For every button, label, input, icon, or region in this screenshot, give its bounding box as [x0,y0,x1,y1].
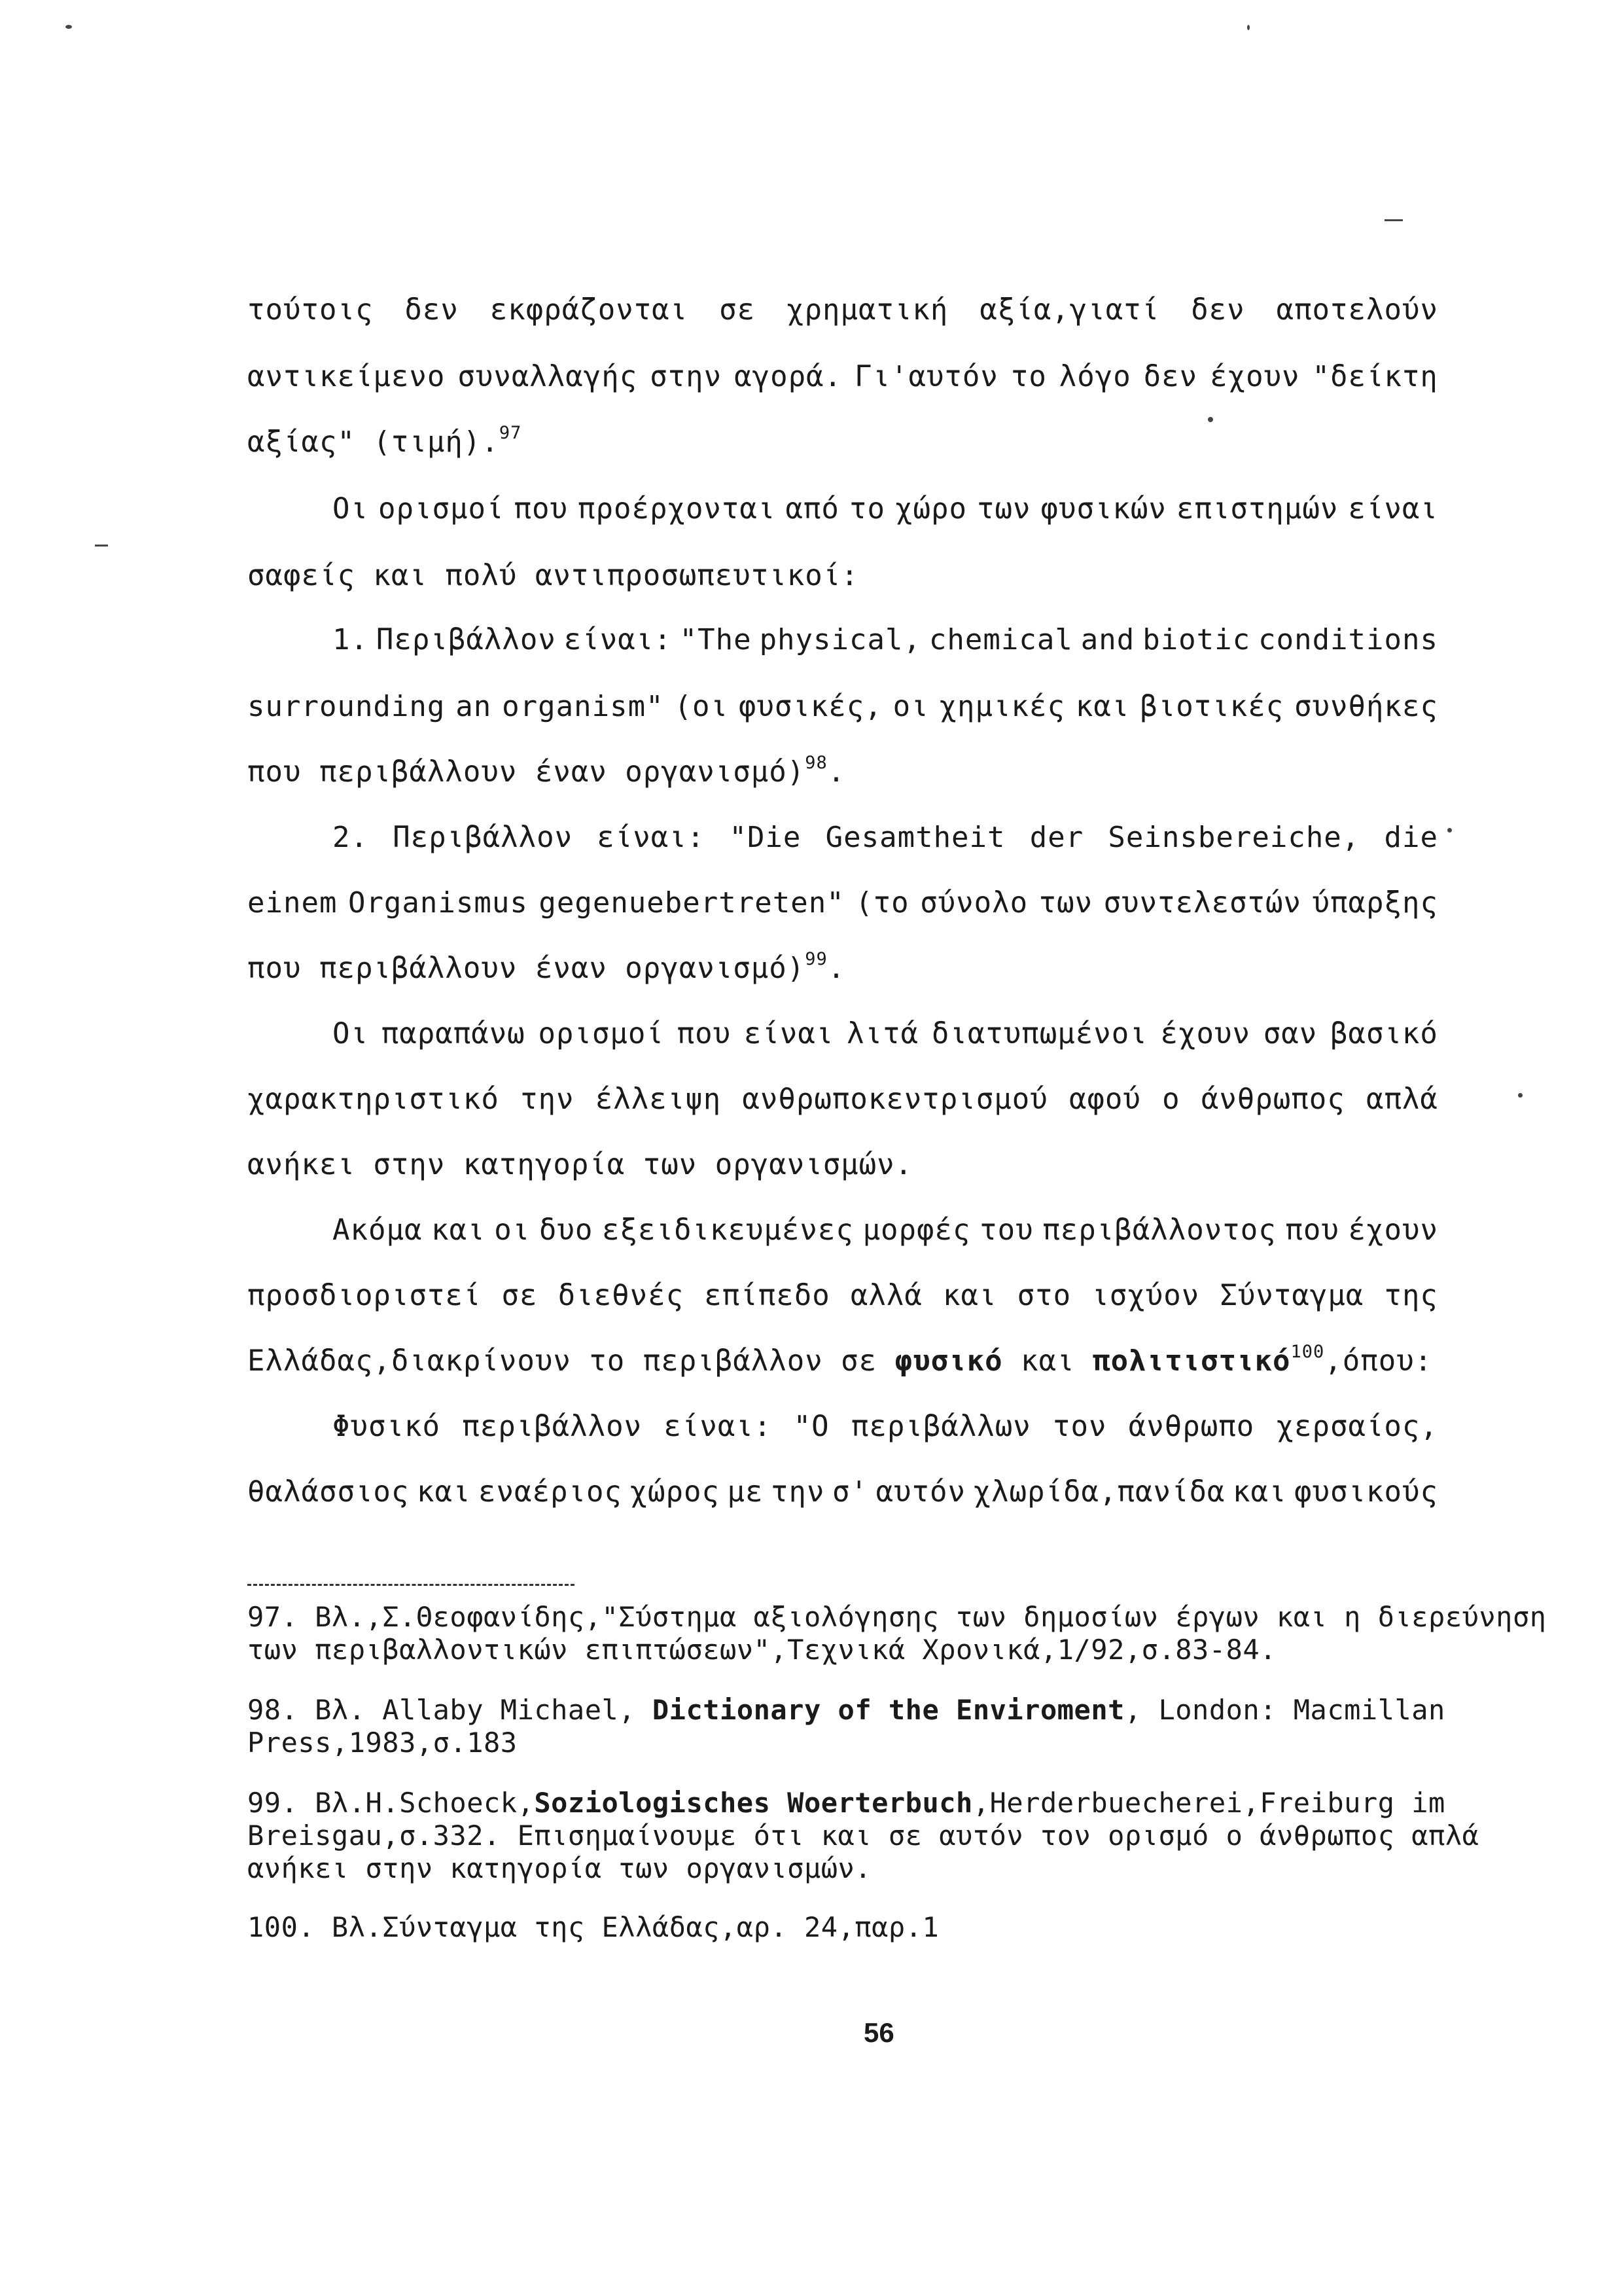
word: einem [247,886,338,920]
word: δεν [404,293,459,327]
word: "Ο [793,1410,830,1443]
word: Περιβάλλον [393,821,573,854]
word: περιβάλλοντος [1042,1213,1277,1247]
word: που [677,1017,732,1050]
word: Organismus [347,886,528,920]
body-line [332,1212,1438,1249]
word: έχουν [1160,1017,1250,1050]
footnote-ref-97: 97 [499,423,522,443]
word: στο [1017,1279,1072,1312]
word: der [1029,821,1084,854]
word: αποτελούν [1276,293,1438,327]
body-line: Ελλάδας,διακρίνουν το περιβάλλον σε φυσικό και πολιτιστικό$^{100}$,όπου: [247,1342,1433,1378]
word: Φυσικό [332,1410,440,1443]
word: και [1232,1475,1287,1509]
body-line [332,622,1438,658]
scan-speck [1247,25,1250,30]
word: ο [1162,1083,1180,1116]
word: αντικείμενο [247,360,446,393]
body-line [247,1474,1438,1511]
footnote-ref-98: 98 [805,753,828,773]
body-line [247,1278,1438,1314]
word: χαρακτηριστικό [247,1083,499,1116]
word: σαν [1263,1017,1318,1050]
body-line: αξίας" (τιμή).$^{97}$ [247,423,522,459]
word: οι [494,1213,531,1247]
word: περιβάλλων [851,1410,1031,1443]
word: οι [892,690,929,723]
word: έχουν [1348,1213,1438,1247]
word: χώρος [629,1475,720,1509]
word: δυο [538,1213,593,1247]
word: λιτά [847,1017,919,1050]
word: συντελεστών [1103,886,1302,920]
page-number: 56 [864,2017,894,2048]
word: είναι: [563,623,672,656]
word: αφού [1068,1083,1141,1116]
word: Seinsbereiche, [1108,821,1360,854]
word: Γι'αυτόν [854,360,998,393]
footnote-separator [247,1584,574,1586]
word: είναι: [663,1410,772,1443]
word: ύπαρξης [1312,886,1438,920]
word: το [1010,360,1047,393]
word: βασικό [1330,1017,1438,1050]
book-title: Dictionary of the Enviroment [652,1694,1125,1726]
word: προσδιοριστεί [247,1279,482,1312]
scan-speck [1208,417,1213,422]
word: ορισμοί [538,1017,664,1050]
body-line: σαφείς και πολύ αντιπροσωπευτικοί: [247,559,859,592]
word: 1. [332,623,368,656]
footnote-100: 100. Βλ.Σύνταγμα της Ελλάδας,αρ. 24,παρ.1 [247,1911,940,1943]
word: θαλάσσιος [247,1475,410,1509]
word: των [1038,886,1093,920]
word: λόγο [1059,360,1131,393]
word: (το [855,886,909,920]
word: είναι [1348,492,1438,526]
body-line [247,689,1438,725]
word: είναι [743,1017,834,1050]
word: του [980,1213,1034,1247]
word: συνθήκες [1294,690,1438,723]
word: τον [1053,1410,1107,1443]
word: ορισμοί [378,492,504,526]
word: περιβάλλον [462,1410,643,1443]
scan-speck [1385,219,1403,221]
word: δεν [1191,293,1245,327]
word: χλωρίδα,πανίδα [973,1475,1226,1509]
body-line [247,885,1438,922]
word: συναλλαγής [457,360,638,393]
word: εξειδικευμένες [602,1213,854,1247]
word: μορφές [862,1213,971,1247]
word: επιστημών [1176,492,1339,526]
word: "The [679,623,752,656]
word: Ακόμα [332,1213,423,1247]
footnote-ref-99: 99 [805,949,828,969]
word: χημικές [939,690,1065,723]
word: ανθρωποκεντρισμού [742,1083,1048,1116]
word: (οι [674,690,728,723]
word: είναι: [597,821,705,854]
word: διεθνές [557,1279,684,1312]
word: και [942,1279,997,1312]
body-line [247,292,1438,329]
word: an [455,690,492,723]
word: με [727,1475,764,1509]
word: έλλειψη [595,1083,722,1116]
word: άνθρωπο [1128,1410,1255,1443]
word: σε [501,1279,538,1312]
word: χώρο [894,492,967,526]
body-line [332,491,1438,528]
word: και [1075,690,1130,723]
body-line [247,359,1438,395]
word: and [1080,623,1135,656]
word: αυτόν [875,1475,966,1509]
word: και [431,1213,485,1247]
word: το [849,492,885,526]
word: προέρχονται [578,492,776,526]
word: αξία,γιατί [980,293,1160,327]
word: organism" [502,690,664,723]
word: φυσικών [1040,492,1167,526]
word: Σύνταγμα [1220,1279,1364,1312]
word: από [785,492,839,526]
word: χερσαίος, [1276,1410,1438,1443]
scan-speck [1518,1093,1523,1098]
word: physical, [759,623,921,656]
footnote-99: 99. Βλ.H.Schoeck,Soziologisches Woerterbuch,Herderbuecherei,Freiburg im Breisgau,σ.332. Επισημαίνουμε ότι και σε αυτόν τον ορισμό ο άνθρωπος απλά ανήκει στην κατηγορία των οργανισμών. [247,1787,1479,1884]
word: σ' [832,1475,869,1509]
word: διατυπωμένοι [931,1017,1148,1050]
word: biotic [1142,623,1251,656]
word: απλά [1366,1083,1438,1116]
word: εναέριος [478,1475,622,1509]
word: φυσικούς [1294,1475,1438,1509]
scan-speck [1447,828,1452,833]
word: gegenuebertreten" [538,886,845,920]
word: επίπεδο [704,1279,830,1312]
word: surrounding [247,690,446,723]
scan-speck [65,25,72,29]
word: ισχύον [1091,1279,1200,1312]
word: "δείκτη [1312,360,1438,393]
scan-speck [95,545,108,547]
footnote-ref-100: 100 [1290,1342,1325,1362]
word: conditions [1258,623,1438,656]
word: Οι [332,1017,368,1050]
word: chemical [928,623,1073,656]
body-line [332,1016,1438,1052]
word: φυσικές, [738,690,883,723]
word: των [976,492,1031,526]
word: die [1384,821,1438,854]
word: την [520,1083,574,1116]
body-line: που περιβάλλουν έναν οργανισμό)$^{98}$. [247,753,846,789]
word: 2. [332,821,368,854]
word: εκφράζονται [489,293,688,327]
word: έχουν [1210,360,1300,393]
word: άνθρωπος [1201,1083,1345,1116]
word: Gesamtheit [825,821,1006,854]
footnote-97: 97. Βλ.,Σ.Θεοφανίδης,"Σύστημα αξιολόγησης των δημοσίων έργων και η διερεύνηση των περιβαλλοντικών επιπτώσεων",Τεχνικά Χρονικά,1/92,σ.83-84. [247,1601,1547,1666]
word: την [771,1475,825,1509]
body-line [247,1081,1438,1118]
body-line [332,819,1438,856]
word: αλλά [850,1279,923,1312]
word: στην [650,360,722,393]
word: "Die [729,821,802,854]
word: δεν [1143,360,1198,393]
footnote-98: 98. Βλ. Allaby Michael, Dictionary of the Enviroment, London: Macmillan Press,1983,σ.183 [247,1694,1445,1759]
bold-term: φυσικό [894,1344,1003,1378]
word: αγορά. [734,360,843,393]
word: Περιβάλλον [376,623,556,656]
body-line: που περιβάλλουν έναν οργανισμό)$^{99}$. [247,949,846,985]
book-title: Soziologisches Woerterbuch [534,1787,973,1819]
word: σύνολο [920,886,1029,920]
word: σε [719,293,756,327]
bold-term: πολιτιστικό [1093,1344,1291,1378]
word: που [514,492,568,526]
body-line [332,1408,1438,1445]
word: τούτοις [247,293,374,327]
word: της [1384,1279,1438,1312]
word: και [416,1475,471,1509]
word: βιοτικές [1140,690,1284,723]
word: που [1285,1213,1339,1247]
word: παραπάνω [381,1017,525,1050]
body-line: ανήκει στην κατηγορία των οργανισμών. [247,1148,913,1181]
word: Οι [332,492,368,526]
word: χρηματική [786,293,949,327]
